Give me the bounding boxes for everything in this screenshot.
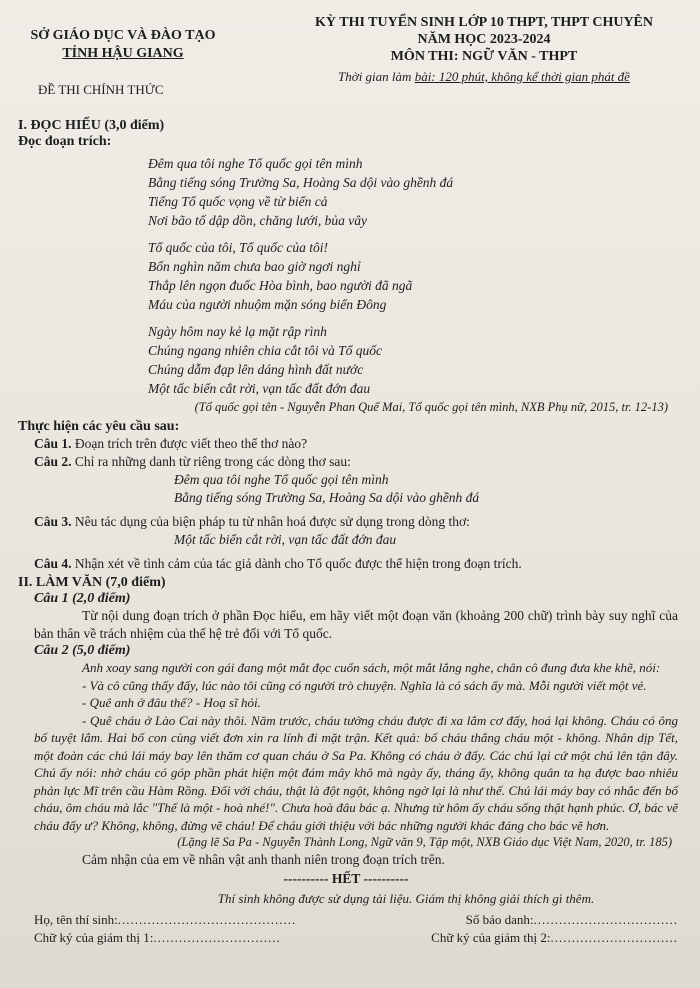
org-line2: TỈNH HẬU GIANG: [62, 46, 184, 61]
c1-text: Từ nội dung đoạn trích ở phần Đọc hiểu, em hãy viết một đoạn văn (khoảng 200 chữ) trình bày suy nghĩ của bản thân về trách nhiệm của thế hệ trẻ đối với Tổ quốc.: [34, 608, 678, 641]
poem-line: Chúng dẫm đạp lên dáng hình đất nước: [148, 362, 364, 377]
organization-block: [18, 28, 228, 62]
exam-header: [14, 8, 678, 112]
question-2-line2: Bằng tiếng sóng Trường Sa, Hoàng Sa dội vào ghềnh đá: [174, 490, 480, 505]
candidate-number-label: Số báo danh:: [465, 912, 534, 927]
poem-line: Tổ quốc của tôi, Tổ quốc của tôi!: [148, 240, 328, 255]
question-3-line: Một tấc biển cắt rời, vạn tấc đất đớn đau: [174, 532, 397, 547]
part2-title: II. LÀM VĂN (7,0 điểm): [18, 575, 166, 590]
poem-line: Đêm qua tôi nghe Tổ quốc gọi tên mình: [148, 156, 363, 171]
question-1: Câu 1. Đoạn trích trên được viết theo thể thơ nào?: [34, 436, 308, 451]
poem-source: (Tổ quốc gọi tên - Nguyễn Phan Quế Mai, Tổ quốc gọi tên mình, NXB Phụ nữ, 2015, tr. 12-13): [194, 400, 668, 414]
poem-line: Ngày hôm nay kẻ lạ mặt rập rình: [148, 324, 327, 339]
poem-line: Bốn nghìn năm chưa bao giờ ngơi nghỉ: [148, 259, 361, 274]
question-2: Câu 2. Chỉ ra những danh từ riêng trong các dòng thơ sau:: [34, 454, 351, 469]
poem-line: Nơi bão tố dập dồn, chăng lưới, bủa vây: [148, 213, 368, 228]
exam-info-block: [284, 14, 684, 85]
c2-task: Cảm nhận của em về nhân vật anh thanh niên trong đoạn trích trên.: [82, 852, 445, 867]
poem-stanza-1: [148, 154, 678, 230]
poem-line: Bằng tiếng sóng Trường Sa, Hoàng Sa dội vào ghềnh đá: [148, 175, 454, 190]
poem-stanza-3: [148, 322, 678, 398]
question-2-line1: Đêm qua tôi nghe Tổ quốc gọi tên mình: [174, 472, 389, 487]
signature-row-1: Họ, tên thí sinh:.......................................... Số báo danh:..................................: [34, 912, 678, 927]
story-para-3: - Quê anh ở đâu thế? - Hoạ sĩ hỏi.: [82, 695, 261, 710]
story-para-2: - Và cô cũng thấy đấy, lúc nào tôi cũng có người trò chuyện. Nghĩa là có sách ấy mà. Mỗi người viết một vẻ.: [82, 677, 647, 693]
poem: [148, 154, 678, 398]
school-year: NĂM HỌC 2023-2024: [417, 32, 551, 47]
proctor2-label: Chữ ký của giám thị 2:: [431, 930, 551, 945]
part1-intro: Đọc đoạn trích:: [18, 134, 112, 149]
end-marker: ---------- HẾT ----------: [283, 871, 409, 886]
c1-title: Câu 1 (2,0 điểm): [34, 591, 131, 606]
candidate-name-label: Họ, tên thí sinh:: [34, 912, 118, 927]
official-label: ĐỀ THI CHÍNH THỨC: [38, 82, 164, 97]
story-para-4: - Quê cháu ở Lào Cai này thôi. Năm trước, cháu tưởng cháu được đi xa lắm cơ đấy, hoá lại không. Cháu có ông bố tuyệt lắm. Hai bố con cùng viết đơn xin ra lính đi mặt trận. Kết quả: bố cháu thắng cháu một - không. Nhân dịp Tết, một đoàn các chú lái máy bay lên thăm cơ quan cháu ở Sa Pa. Không có cháu ở đấy. Các chú lại cứ một chú lên tận đây. Chú ấy nói: nhờ cháu có góp phần phát hiện một đám mây khô mà ngày ấy, tháng ấy, không quân ta hạ được bao nhiêu phản lực Mĩ trên cầu Hàm Rồng. Đối với cháu, thật là đột ngột, không ngờ lại là như thế. Chú lái máy bay có nhắc đến bố cháu, ôm cháu mà lắc "Thế là một - hoà nhé!". Chưa hoà đâu bác ạ. Nhưng từ hôm ấy cháu sống thật hạnh phúc. Ơ, bác vẽ cháu đấy ư? Không, không, đừng vẽ cháu! Để cháu giới thiệu với bác những người khác đáng cho bác vẽ hơn.: [34, 712, 678, 833]
poem-stanza-2: [148, 238, 678, 314]
exam-title: KỲ THI TUYỂN SINH LỚP 10 THPT, THPT CHUYÊN: [314, 15, 654, 30]
question-4: Câu 4. Nhận xét về tình cảm của tác giả dành cho Tổ quốc được thể hiện trong đoạn trích.: [34, 556, 522, 571]
poem-line: Chúng ngang nhiên chia cắt tôi và Tổ quốc: [148, 343, 382, 358]
poem-line: Một tấc biển cắt rời, vạn tấc đất đớn đau: [148, 381, 371, 396]
story-reference: (Lặng lẽ Sa Pa - Nguyễn Thành Long, Ngữ văn 9, Tập một, NXB Giáo dục Việt Nam, 2020, tr. 185): [177, 835, 672, 849]
part1-title: I. ĐỌC HIỂU (3,0 điểm): [18, 118, 165, 133]
exam-duration: Thời gian làm bài: 120 phút, không kể thời gian phát đề: [338, 69, 630, 84]
story-para-1: Anh xoay sang người con gái đang một mắt đọc cuốn sách, một mắt lắng nghe, chân cô đung đưa khe khẽ, nói:: [82, 660, 661, 675]
tasks-title: Thực hiện các yêu cầu sau:: [18, 419, 180, 434]
org-line1: SỞ GIÁO DỤC VÀ ĐÀO TẠO: [30, 28, 216, 43]
poem-line: Tiếng Tổ quốc vọng về từ biển cả: [148, 194, 328, 209]
poem-line: Thắp lên ngọn đuốc Hòa bình, bao người đã ngã: [148, 278, 413, 293]
proctor1-label: Chữ ký của giám thị 1:: [34, 930, 154, 945]
poem-line: Máu của người nhuộm mặn sóng biển Đông: [148, 297, 387, 312]
exam-note: Thí sinh không được sử dụng tài liệu. Giám thị không giải thích gì thêm.: [217, 891, 595, 906]
question-3: Câu 3. Nêu tác dụng của biện pháp tu từ nhân hoá được sử dụng trong dòng thơ:: [34, 514, 470, 529]
signature-row-2: Chữ ký của giám thị 1:.............................. Chữ ký của giám thị 2:..............................: [34, 930, 678, 945]
subject: MÔN THI: NGỮ VĂN - THPT: [390, 49, 578, 64]
c2-title: Câu 2 (5,0 điểm): [34, 643, 131, 658]
